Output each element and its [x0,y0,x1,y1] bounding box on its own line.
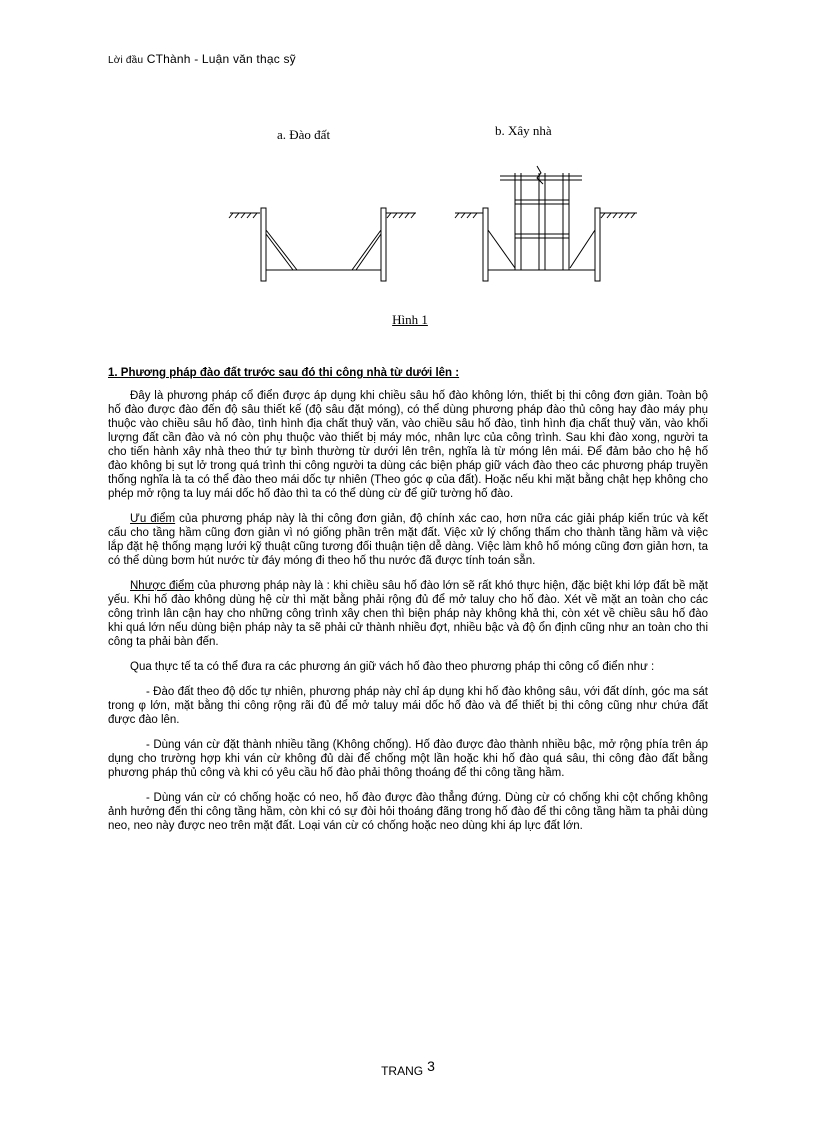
break-symbol [537,166,543,184]
paragraph-disadvantages [108,579,708,649]
sheet-pile-b-left [483,208,488,281]
paragraph-intro: Đây là phương pháp cổ điển được áp dụng khi chiều sâu hố đào không lớn, thiết bị thi công đơn giản. Toàn bộ hố đào được đào đến độ sâu thiết kế (độ sâu đặt móng), có thể dùng phương pháp đào thủ công hay đào máy phụ thuộc vào chiều sâu hố đào, tình hình địa chất thuỷ văn, vào chiều sâu hố đào, tình hình địa chất thuỷ văn, vào khối lượng đất cần đào và nó còn phụ thuộc vào thiết bị máy móc, nhân lực của công trình. Sau khi đào xong, người ta cho tiến hành xây nhà theo thứ tự bình thường từ dưới lên trên, nghĩa là từ móng lên mái. Để đảm bảo cho hệ hố đào không bị sụt lở trong quá trình thi công người ta dùng các biện pháp giữ vách đào theo các phương pháp truyền thống nghĩa là ta có thể đào theo mái dốc tự nhiên (Theo góc φ của đất). Hoặc nếu khi mặt bằng chật hẹp không cho phép mở rộng ta luy mái dốc hố đào thì ta có thể dùng cừ để giữ tường hố đào. [108,390,708,500]
strut-right [352,230,381,270]
diagram-a [229,208,416,281]
advantages-label: Ưu điểm [130,513,176,525]
body-content [108,366,708,844]
diagram-b [455,166,637,281]
bullet-multi-tier: - Dùng ván cừ đặt thành nhiều tầng (Không chống). Hố đào được đào thành nhiều bậc, mở rộng phía trên áp dụng cho trường hợp khi ván cừ không đủ dài để chống một lần hoặc khi hố đào quá sâu, thi công đào đất bằng phương pháp thủ công và khi có yêu cầu hố đào phải thông thoáng để thi công tầng hầm. [108,739,708,779]
sheet-pile-b-right [595,208,600,281]
page-number: 3 [427,1058,435,1074]
ground-hatch-left [229,213,257,218]
page-footer [0,1058,816,1078]
figure-caption-text: Hình 1 [392,312,428,327]
excavation-diagram [225,118,645,308]
paragraph-advantages [108,512,708,568]
strut-left [266,230,297,270]
paragraph-options: Qua thực tế ta có thể đưa ra các phương án giữ vách hố đào theo phương pháp thi công cổ điển như : [130,661,655,673]
building-frame [500,166,582,270]
sheet-pile-left [261,208,266,281]
sheet-pile-right [381,208,386,281]
advantages-text: của phương pháp này là thi công đơn giản, độ chính xác cao, hơn nữa các giải pháp kiến trúc và kết cấu cho tầng hầm cũng đơn giản vì nó giống phần trên mặt đất. Việc xử lý chống thấm cho thành tầng hầm và việc lắp đặt hệ thống mạng lưới kỹ thuật cũng tương đối thuận tiện dễ dàng. Việc làm khô hố móng cũng đơn giản hơn, ta có thể dùng bơm hút nước từ đáy móng đi theo hố thu nước đã được tính toán sẵn. [108,513,708,567]
disadvantages-label: Nhược điểm [130,580,194,592]
figure-label-b: b. Xây nhà [495,123,552,138]
footer-label: TRANG [381,1064,424,1078]
header-left: Lời đầu [108,55,144,66]
page-header [108,52,296,66]
header-right: CThành - Luận văn thạc sỹ [146,52,296,66]
bullet-braced-anchored: - Dùng ván cừ có chống hoặc có neo, hố đào được đào thẳng đứng. Dùng cừ có chống khi cột chống không ảnh hưởng đến thi công tầng hầm, còn khi có sự đòi hỏi thoáng đãng trong hố đào để thi công tầng hầm ta phải dùng neo, neo này được neo trên mặt đất. Loại ván cừ có chống hoặc neo dùng khi áp lực đất lớn. [108,792,708,832]
disadvantages-text: của phương pháp này là : khi chiều sâu hố đào lớn sẽ rất khó thực hiện, đặc biệt khi lớp đất bề mặt yếu. Khi hố đào không dùng hệ cừ thì mặt bằng phải rộng đủ để mở taluy cho hố đào. Xét về mặt an toàn cho các công trình lân cận hay cho những công trình xây chen thì biện pháp này không khả thi, còn xét về chiều sâu hố đào khi quá lớn nếu dùng biện pháp này ta sẽ phải cử thành nhiều đợt, nhiều bậc và độ ổn định cũng như an toàn cho thi công ta phải bàn đến. [108,580,708,648]
figure-caption [0,312,816,328]
figure-label-a: a. Đào đất [277,127,331,142]
bullet-natural-slope: - Đào đất theo độ dốc tự nhiên, phương pháp này chỉ áp dụng khi hố đào không sâu, với đất dính, góc ma sát trong φ lớn, mặt bằng thi công rộng rãi đủ để mở taluy mái dốc hố đào và để thiết bị thi công cũng như chứa đất được đào lên. [108,686,708,726]
section-title: 1. Phương pháp đào đất trước sau đó thi công nhà từ dưới lên : [108,367,460,379]
excavation-figure [225,118,645,308]
